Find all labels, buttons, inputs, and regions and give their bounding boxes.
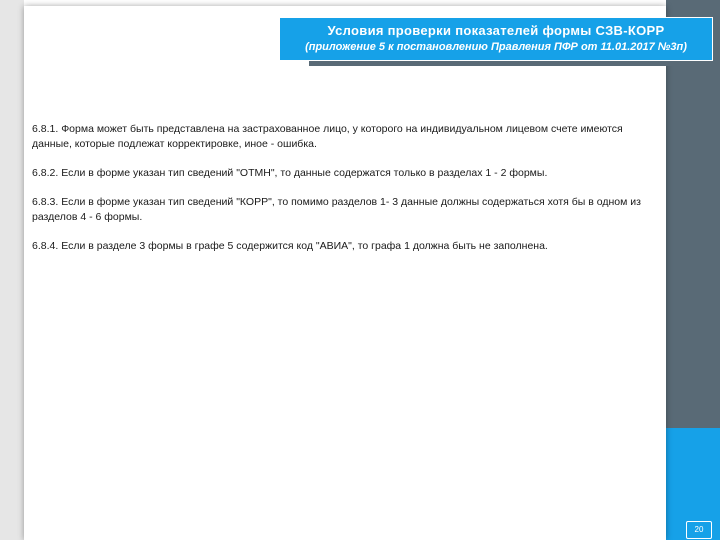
slide-card — [24, 6, 666, 540]
slide-header — [279, 17, 713, 61]
paragraph-6-8-4: 6.8.4. Если в разделе 3 формы в графе 5 содержится код "АВИА", то графа 1 должна быть не заполнена. — [32, 240, 548, 252]
slide-title: Условия проверки показателей формы СЗВ-КОРР — [327, 23, 665, 38]
page-number: 20 — [686, 521, 712, 539]
paragraph-6-8-3: 6.8.3. Если в форме указан тип сведений "КОРР", то помимо разделов 1- 3 данные должны содержаться хотя бы в одном из разделов 4 - 6 формы. — [32, 196, 641, 223]
paragraph-6-8-1: 6.8.1. Форма может быть представлена на застрахованное лицо, у которого на индивидуальном лицевом счете имеются данные, которые подлежат корректировке, иное - ошибка. — [32, 123, 623, 150]
slide-subtitle: (приложение 5 к постановлению Правления ПФР от 11.01.2017 №3п) — [305, 41, 687, 53]
paragraph-6-8-2: 6.8.2. Если в форме указан тип сведений "ОТМН", то данные содержатся только в разделах 1 - 2 формы. — [32, 167, 548, 179]
slide-content — [32, 122, 650, 268]
left-margin-background — [0, 0, 24, 540]
